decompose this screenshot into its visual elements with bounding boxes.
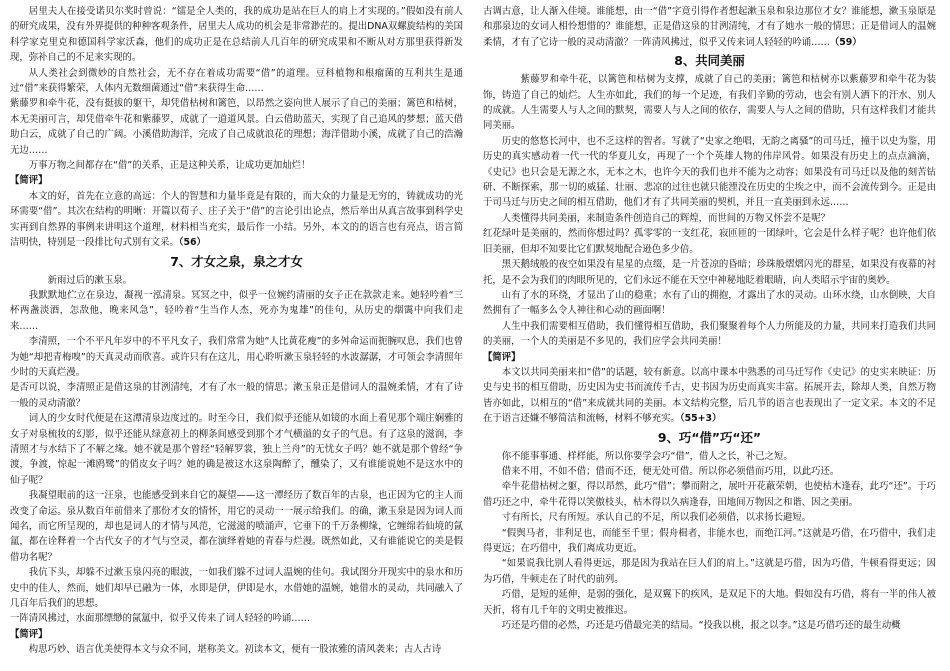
paragraph: 我默默地伫立在泉边，凝视一泓清泉。冥冥之中，似乎一位婉约清丽的女子正在款款走来。她轻吟着“三杯两盏淡酒，怎敌他，晚来风急”，轻吟着“生当作人杰，死亦为鬼雄”的佳句，从历史的烟霭中向我们走来…… — [10, 289, 463, 332]
review-paragraph — [10, 189, 463, 251]
score-reference: （59） — [829, 36, 862, 48]
paragraph: 我凝望眼前的这一汪泉，也能感受到来自它的凝望——这一潭经历了数百年的古泉，也正因为它的主人而改变了命运。泉从数百年前借来了那份才女的情怀，用它的灵动一一展示给我们。的确，漱玉泉是因为词人而闻名，而它所呈现的，却也是词人的才情与风范，它滋滋的喷涌声，它垂下的千万条柳缘，它缠绵若仙境的氤氲，都在诠释着一个古代女子的才气与空灵，都在演绎着她的青春与烂漫。既然如此，又有谁能说它的美是假借功名呢？ — [10, 490, 463, 563]
paragraph: 红花绿叶是美丽的，然而你想过吗？孤零零的一支红花，寂匝匝的一团绿叶，它会是什么样子呢？也许他们依旧美丽，但却不知要比它们默契地配合逊色多少倍。 — [483, 228, 936, 255]
review-heading: 【简评】 — [10, 175, 48, 187]
paragraph: 巧还是巧借的必然，巧还是巧借最完美的结局。“投我以桃，报之以李。”这是巧借巧还的最生动概 — [501, 620, 901, 632]
paragraph: 人生中我们需要相互借助，我们懂得相互借助，我们聚聚着每个人力所能及的力量，共同来打造我们共同的美丽，一个人的美丽是不多见的，我们应学会共同美丽！ — [483, 320, 936, 348]
paragraph: 是否可以说，李清照正是借这泉的甘洌清纯，才有了水一般的情思；漱玉泉正是借词人的温婉柔情，才有了诗一般的灵动清澈？ — [10, 382, 463, 409]
paragraph: 山有了水的环绕，才显出了山的稳重；水有了山的拥抱，才露出了水的灵动。山环水绕，山水倒映，大自然拥有了一幅多么令人神往和心动的画面啊！ — [483, 289, 936, 317]
right-column — [483, 4, 936, 633]
left-column — [10, 4, 463, 658]
score-reference: （56） — [178, 237, 206, 249]
essay-title-9: 9、巧“借”巧“还” — [657, 429, 762, 445]
paragraph: 词人的少女时代便是在这潭清泉边度过的。时至今日，我们似乎还能从如镜的水面上看见那个端庄娴雅的女子对泉梳妆的幻影，似乎还能从绿意初上的柳条间感受到那个才气横溢的女子的气息。有了这泉的滋润，李清照才与水结下了不解之缘。她不就是那个曾经“轻解罗裳，独上兰舟”的无忧女子吗？她不就是那个曾经“争渡，争渡，惊起一滩鸥鹭”的俏皮女子吗？她的确是被这水这泉陶醉了，醺染了，又有谁能说她不是这水中的仙子呢？ — [10, 413, 463, 486]
score-reference: （55+3） — [679, 413, 722, 425]
paragraph: 万事万物之间都存在“借”的关系，正是这种关系，让成功更加灿烂！ — [28, 160, 311, 172]
essay-title-7: 7、才女之泉，泉之才女 — [170, 253, 303, 269]
paragraph: 李清照，一个不平凡年岁中的不平凡女子，我们常常为她“人比黄花瘦”的多舛命运而扼腕叹息，我们也曾为她“却把青梅嗅”的天真灵动而欣喜。或许只有在这儿，用心聆听漱玉泉轻轻的水波潺潺，才可领会李清照年少时的天真烂漫。 — [10, 336, 463, 378]
review-text: 本文的好，首先在立意的高远：个人的智慧和力量毕竟是有限的，而大众的力量是无穷的，铸就成功的光环需要“借”。其次在结构的明晰：开篇以荀子、庄子关于“借”的言论引出论点，然后举出从真言故事到科学史实再到自然界的事例来讲明这个道理，材料相当充实，最后作一小结。另外，本文的的语言也有亮点，语言简洁明快，特别是一段排比句式别有文采。 — [10, 190, 463, 249]
review-heading: 【简评】 — [483, 351, 521, 363]
paragraph: 紫藤罗和牵牛花，以篱笆和枯树为支撑，成就了自己的美丽；篱笆和枯树亦以紫藤罗和牵牛花为装饰，铸造了自己的灿烂。人生亦如此，我们的每一个足迹，有我们辛勤的劳动，也会有别人洒下的汗水、别人的成就。人生需要人与人之间的默契，需要人与人之间的依存，需要人与人之间的借助，只有这样我们才能共同美丽。 — [483, 74, 936, 132]
paragraph: 从人类社会到微妙的自然社会，无不存在着成功需要“借”的道理。豆科植物和根瘤菌的互利共生是通过“借”来获得繁荣，人体内无数细菌通过“借”来获得生命…… — [10, 67, 463, 95]
paragraph: 寸有所长，尺有所短。承认自己的不足，所以我们必须借，以求扬长避短。 — [501, 512, 812, 524]
review-paragraph: 构思巧妙、语言优美使得本文与众不同，堪称美文。初读本文，便有一股浓雅的清风袭来；古人古诗 — [28, 644, 442, 656]
paragraph: 黑天鹅绒般的夜空如果没有星星的点缀，是一片苍凉的昏暗；珍珠般熠熠闪光的群星，如果没有夜幕的衬托，是不会为我们的肉眼所见的，它们永远不能在天空中神秘地眨着眼睛，向人类昭示宇宙的奥妙。 — [483, 259, 936, 286]
paragraph: 你不能事事通、样样能，所以你要学会巧“借”，借人之长，补己之短。 — [501, 450, 793, 462]
review-heading: 【简评】 — [10, 628, 48, 640]
paragraph: 人类懂得共同美丽，来制造条件创造自己的辉煌，而世间的万物又怀尝不是呢？ — [501, 212, 830, 224]
essay-title-8: 8、共同美丽 — [674, 53, 745, 69]
paragraph: 巧借，是短的延伸，是弱的强化，是双翼下的疾风，是双足下的大地。假如没有巧借，将有一半的伟人被天折，将有几千年的文明史被推迟。 — [483, 589, 936, 616]
paragraph: 居里夫人在接受诺贝尔奖时曾说：“镭是全人类的，我的成功是站在巨人的肩上才实现的。”假如没有前人的研究成果，没有外界提供的种种客观条件，居里夫人成功的机会是非常渺茫的。提出DNA双螺旋结构的美国科学家克里克和德国科学家沃森，他们的成功正是在总结前人几百年的研究成果和不断从对方那里获得新发现，弥补自己的不足来实现的。 — [10, 6, 463, 64]
paragraph: 牵牛花借枯树之躯，得以昂然，此巧“借”；攀而附之，展叶开花蔽荣朝，也使枯木逢春，此巧“还”。于巧借巧还之中，牵牛花得以笑傲枝头，枯木得以久病逢春，田地间万物因之和谐、因之美丽。 — [483, 481, 936, 508]
paragraph: 历史的悠悠长河中，也不乏这样的智者。写就了“史家之绝唱，无韵之离骚”的司马迁，撞于以史为鉴，用历史的真实感动着一代一代的华夏儿女，再现了一个个英雄人物的伟岸风骨。如果没有历史上的点点滴滴，《史记》也只会是无源之水，无本之木，也许今天的我们也并不能为之动容；如果没有司马迁以及他的刻苦钻研、不断探索，那一切的威猛、壮丽、悲凉的过往也就只能湮没在历史的尘埃之中，而不会流传到今。正是由于司马迁与历史之间的相互借助，他们才有了共同美丽的契机，并且一直美丽到永远…… — [483, 135, 936, 209]
paragraph: 新雨过后的漱玉泉。 — [47, 274, 132, 286]
review-paragraph — [483, 365, 936, 427]
review-text: 本文以共同美丽来扣“借”的话题，较有新意。以高中课本中熟悉的司马迁写作《史记》的史实来映证：历史与史书的相互借助，历史因为史书而流传千古，史书因为历史而真实丰富。拓展开去，除却人类，自然万物皆亦如此，以相互的“借”来成就共同的美丽。本文结构完整，后几节的语言也表现出了一定文采。本文的不足在于语言还嫌不够简洁和流畅，材料不够充实。 — [483, 366, 936, 425]
paragraph: “如果说我比别人看得更远，那是因为我站在巨人们的肩上。”这就是巧借，因为巧借，牛顿看得更远；因为巧借，牛顿走在了时代的前列。 — [483, 558, 936, 585]
paragraph: 一阵清风拂过，水面那缥缈的氤氲中，似乎又传来了词人轻轻的吟诵…… — [10, 613, 311, 625]
paragraph: 紫藤罗和牵牛花，没有挺拔的躯干，却凭借枯树和篱笆，以昂然之姿向世人展示了自己的美丽；篱笆和枯树，本无美丽可言，却凭借牵牛花和紫藤罗，成就了一道道风景。白云借助蓝天，实现了自己追风的梦想；蓝天借助白云，成就了自己的广阔。小溪借助海洋，完成了自己成就浪花的理想；海洋借助小溪，成就了自己的浩瀚无边…… — [10, 98, 463, 156]
paragraph — [483, 4, 936, 50]
paragraph: 我伉下头，却躲不过漱玉泉闪亮的眼波，一如我们躲不过词人温婉的佳句。我试图分开现实中的泉水和历史中的佳人，然而，她们却早已融为一体，水即是伊，伊即是水，水借她的温婉，她借水的灵动，共同融入了几百年后我们的思想。 — [10, 567, 463, 610]
paragraph: “假舆马者，非利足也，而能至千里；假舟楫者，非能水也，而绝江河。”这就是巧借，在巧借中，我们走得更远；在巧借中，我们离成功更近。 — [483, 527, 936, 554]
paragraph-text: 古调古意，让人渐入佳境。谁能想，由一“借”字竟引得作者想起漱玉泉和泉边那位才女？谁能想，漱玉泉原是和那泉边的女词人相怜想惜的？谁能想，正是借这泉的甘洌清纯，才有了她水一般的情思；正是借词人的温婉柔情，才有了它诗一般的灵动清澈？一阵清风拂过，似乎又传来词人轻轻的吟诵…… — [483, 6, 936, 48]
paragraph: 借来不用，不如不借；借而不还，便无处可借。所以你必须借而巧用，以此巧还。 — [501, 465, 840, 477]
